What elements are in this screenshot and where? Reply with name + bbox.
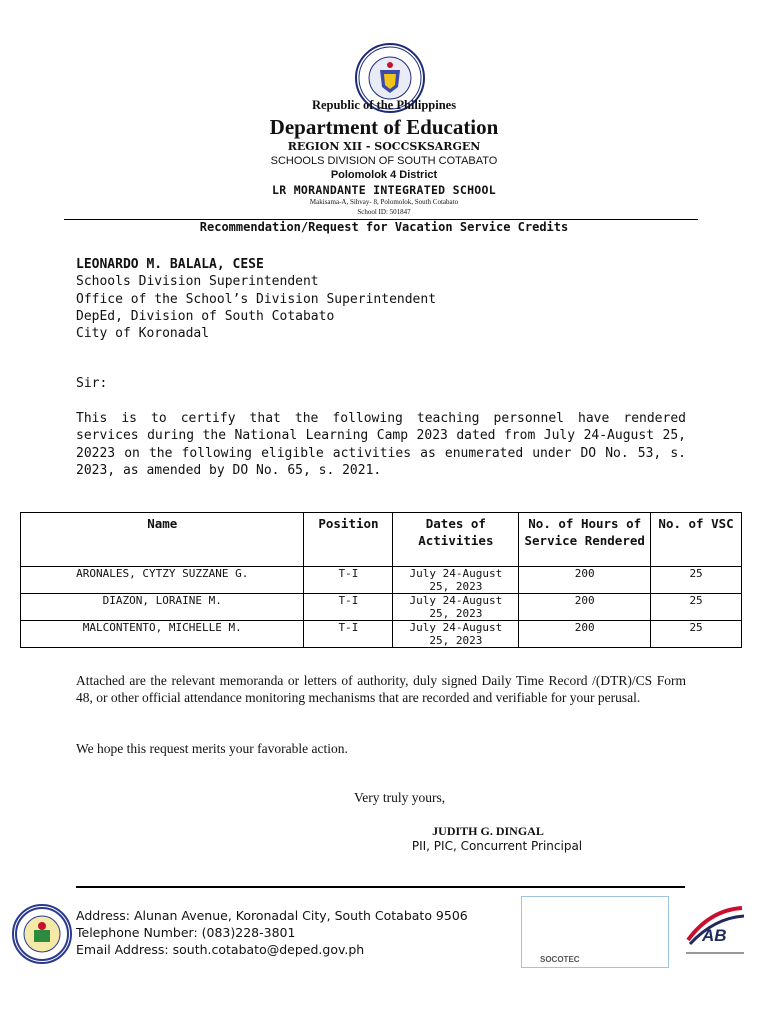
vsc-table xyxy=(20,512,742,648)
region-line: REGION XII - SOCCSKSARGEN xyxy=(287,140,481,153)
addressee-line: Schools Division Superintendent xyxy=(76,274,319,290)
district-line: Polomolok 4 District xyxy=(330,169,438,181)
cell-hours: 200 xyxy=(519,567,651,594)
footer-contact xyxy=(76,907,468,958)
cell-hours: 200 xyxy=(519,594,651,621)
addressee-block xyxy=(76,256,436,342)
cell-position: T-I xyxy=(304,594,393,621)
document-title: Recommendation/Request for Vacation Service Credits xyxy=(199,220,569,234)
school-address: Makisama-A, Sihvay- 8, Polomolok, South Cotabato xyxy=(309,198,459,206)
column-header-vsc: No. of VSC xyxy=(651,513,742,567)
addressee-line: DepEd, Division of South Cotabato xyxy=(76,308,335,324)
cell-vsc: 25 xyxy=(651,621,742,648)
column-header-position: Position xyxy=(304,513,393,567)
signer-title: PII, PIC, Concurrent Principal xyxy=(411,839,583,853)
addressee-line: Office of the School’s Division Superintendent xyxy=(76,291,437,307)
column-header-name: Name xyxy=(21,513,304,567)
addressee-name: LEONARDO M. BALALA, CESE xyxy=(76,257,264,272)
cell-dates: July 24-August 25, 2023 xyxy=(393,621,519,648)
cell-position: T-I xyxy=(304,621,393,648)
salutation: Sir: xyxy=(76,376,108,391)
signer-name: JUDITH G. DINGAL xyxy=(432,824,544,838)
column-header-dates: Dates of Activities xyxy=(393,513,519,567)
pab-label: AB xyxy=(702,926,727,945)
closing-line: Very truly yours, xyxy=(354,790,446,805)
department-name: Department of Education xyxy=(269,115,499,139)
table-row xyxy=(21,621,742,648)
division-seal-logo xyxy=(12,904,72,964)
column-header-hours: No. of Hours of Service Rendered xyxy=(519,513,651,567)
attachment-paragraph: Attached are the relevant memoranda or letters of authority, duly signed Daily Time Record /(DTR)/CS Form 48, or other official attendance monitoring mechanisms that are recorded and verifiable for your perusal. xyxy=(76,673,686,705)
cell-name: ARONALES, CYTZY SUZZANE G. xyxy=(21,567,304,594)
cell-dates: July 24-August 25, 2023 xyxy=(393,594,519,621)
footer-telephone: Telephone Number: (083)228-3801 xyxy=(76,925,296,940)
table-row xyxy=(21,594,742,621)
school-id: School ID: 501847 xyxy=(357,208,411,216)
footer-divider xyxy=(76,886,685,888)
cell-name: MALCONTENTO, MICHELLE M. xyxy=(21,621,304,648)
footer-address: Address: Alunan Avenue, Koronadal City, South Cotabato 9506 xyxy=(76,908,468,923)
footer-email: Email Address: south.cotabato@deped.gov.ph xyxy=(76,942,365,957)
division-line: SCHOOLS DIVISION OF SOUTH COTABATO xyxy=(270,155,498,167)
cell-dates: July 24-August 25, 2023 xyxy=(393,567,519,594)
cell-vsc: 25 xyxy=(651,567,742,594)
cell-position: T-I xyxy=(304,567,393,594)
addressee-line: City of Koronadal xyxy=(76,326,210,342)
certification-paragraph: This is to certify that the following teaching personnel have rendered services during the National Learning Camp 2023 dated from July 24-August 25, 20223 on the following eligible activities as enumerated under DO No. 53, s. 2023, as amended by DO No. 65, s. 2021. xyxy=(76,411,686,478)
table-row xyxy=(21,567,742,594)
cell-hours: 200 xyxy=(519,621,651,648)
socotec-label: SOCOTEC xyxy=(540,955,580,964)
republic-line: Republic of the Philippines xyxy=(311,98,457,112)
cell-name: DIAZON, LORAINE M. xyxy=(21,594,304,621)
request-paragraph: We hope this request merits your favorable action. xyxy=(76,741,348,756)
table-header-row xyxy=(21,513,742,567)
cell-vsc: 25 xyxy=(651,594,742,621)
school-name: LR MORANDANTE INTEGRATED SCHOOL xyxy=(272,183,496,197)
